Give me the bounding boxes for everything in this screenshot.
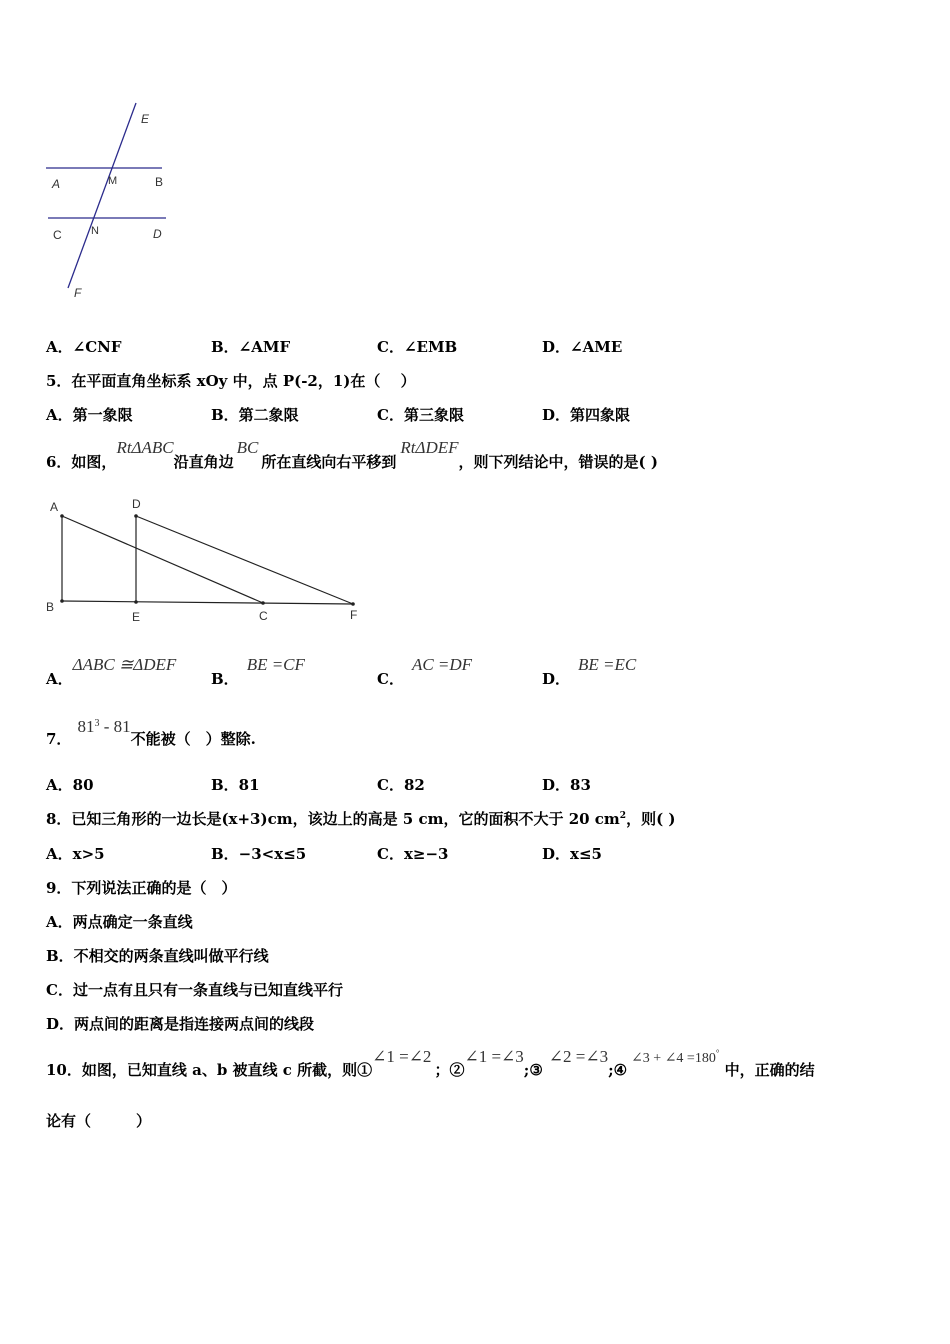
q10-text-2: ;③	[523, 1061, 543, 1079]
hypotenuse-df	[136, 516, 353, 604]
q6-option-c-label: C．	[377, 670, 404, 688]
label-d: D	[132, 497, 141, 511]
parallel-lines-figure	[40, 100, 180, 305]
q9-option-a: A．两点确定一条直线	[46, 913, 193, 931]
transversal-ef	[68, 103, 136, 288]
label-b: B	[46, 600, 55, 614]
q7-math-exponent: 3	[94, 718, 100, 729]
q9-option-c: C．过一点有且只有一条直线与已知直线平行	[46, 981, 343, 999]
q7-math-base: 81	[77, 717, 95, 736]
q6-math-rt-abc: RtΔABC	[116, 438, 174, 457]
q6-option-b	[211, 654, 305, 688]
q9-option-b: B．不相交的两条直线叫做平行线	[46, 947, 269, 965]
label-n: N	[91, 225, 99, 237]
q10-stem	[46, 1046, 815, 1079]
label-c: C	[259, 609, 268, 623]
q6-option-d-math: BE =EC	[578, 655, 637, 674]
q4-option-d: D．∠AME	[542, 338, 623, 356]
q6-option-d-label: D．	[542, 670, 571, 688]
q5-option-a: A．第一象限	[46, 406, 133, 424]
q10-text-3: ;④	[608, 1061, 628, 1079]
hypotenuse-ac	[62, 516, 263, 603]
q4-option-a: A．∠CNF	[46, 338, 122, 356]
q7-option-b: B．81	[211, 776, 260, 794]
q5-stem: 5．在平面直角坐标系 xOy 中，点 P(-2，1)在（ ）	[46, 372, 416, 390]
q6-option-d	[542, 654, 637, 688]
q8-stem-a: 8．已知三角形的一边长是(x+3)cm，该边上的高是 5 cm，它的面积不大于 20 cm	[46, 810, 620, 828]
label-m: M	[108, 175, 118, 187]
label-a: A	[50, 500, 59, 514]
q6-math-rt-def: RtΔDEF	[400, 438, 459, 457]
q5-option-d: D．第四象限	[542, 406, 631, 424]
q9-stem: 9．下列说法正确的是（ ）	[46, 879, 237, 897]
label-e: E	[141, 112, 150, 126]
label-e: E	[132, 610, 141, 624]
q10-math-2: ∠1 =∠3	[464, 1047, 524, 1066]
q8-stem	[46, 808, 675, 829]
q9-option-d: D．两点间的距离是指连接两点间的线段	[46, 1015, 315, 1033]
q10-text-4: 中，正确的结	[719, 1061, 815, 1079]
q10-math-4-degree: °	[715, 1048, 720, 1058]
q8-stem-b: ，则( )	[626, 810, 676, 828]
q5-option-b: B．第二象限	[211, 406, 299, 424]
q7-text: 不能被（ ）整除.	[130, 730, 256, 748]
q4-option-b: B．∠AMF	[211, 338, 291, 356]
q7-option-d: D．83	[542, 776, 591, 794]
q7-num: 7．	[46, 730, 72, 748]
label-f: F	[350, 608, 358, 622]
q10-line-2: 论有（ ）	[46, 1112, 152, 1130]
q8-sup: 2	[619, 811, 627, 821]
q10-math-4: ∠3 + ∠4 =180	[631, 1051, 716, 1066]
q6-option-a	[46, 654, 177, 688]
label-a: A	[52, 177, 61, 191]
q6-text-1: 沿直角边	[173, 453, 234, 471]
label-f: F	[74, 286, 82, 300]
label-d: D	[153, 227, 162, 241]
q6-num: 6．如图，	[46, 453, 117, 471]
q7-option-c: C．82	[377, 776, 425, 794]
q6-option-a-label: A．	[46, 670, 73, 688]
label-b: B	[155, 175, 164, 189]
q6-text-2: 所在直线向右平移到	[261, 453, 397, 471]
q8-option-b: B．−3<x≤5	[211, 845, 307, 863]
q7-option-a: A．80	[46, 776, 94, 794]
label-c: C	[53, 228, 62, 242]
q7-math-rest: - 81	[99, 717, 131, 736]
q6-option-b-label: B．	[211, 670, 239, 688]
q10-text-1: ；②	[434, 1061, 465, 1079]
q6-option-a-math: ΔABC ≅ΔDEF	[72, 655, 177, 674]
q8-option-d: D．x≤5	[542, 845, 602, 863]
q6-text-3: ，则下列结论中，错误的是( )	[458, 453, 658, 471]
q8-option-a: A．x>5	[46, 845, 105, 863]
q8-option-c: C．x≥−3	[377, 845, 449, 863]
q6-option-c-math: AC =DF	[411, 655, 473, 674]
q10-math-3: ∠2 =∠3	[548, 1047, 609, 1066]
q7-stem	[46, 716, 256, 748]
q10-math-1: ∠1 =∠2	[372, 1047, 432, 1066]
baseline-bf	[62, 601, 353, 604]
translated-triangles-figure	[40, 494, 370, 630]
q6-option-b-math: BE =CF	[246, 655, 305, 674]
q6-stem	[46, 437, 658, 471]
q6-math-bc: BC	[236, 438, 259, 457]
q6-option-c	[377, 654, 473, 688]
q5-option-c: C．第三象限	[377, 406, 464, 424]
q10-text-0: 10．如图，已知直线 a、b 被直线 c 所截，则①	[46, 1061, 373, 1079]
q4-option-c: C．∠EMB	[377, 338, 458, 356]
